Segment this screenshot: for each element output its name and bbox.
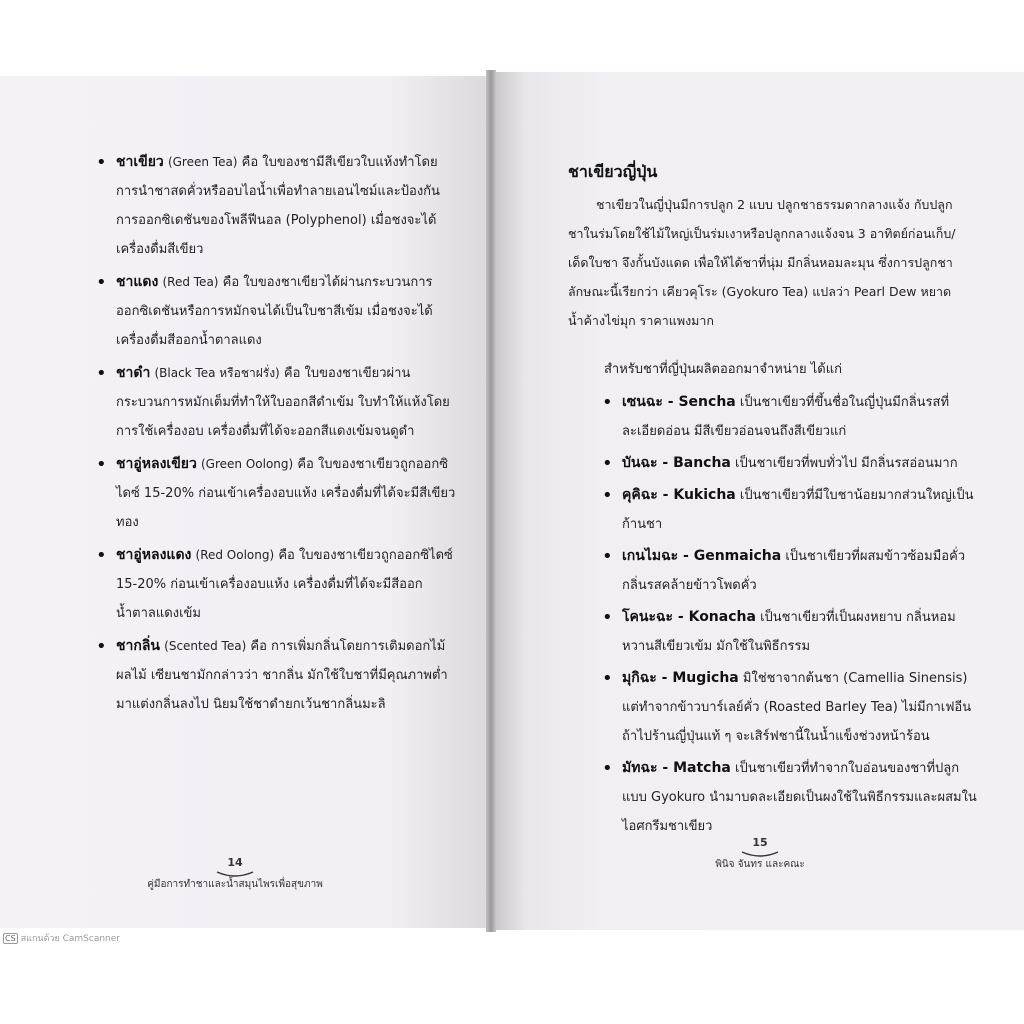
- bullet-icon: •: [96, 363, 107, 384]
- bullet-text: เป็นชาเขียวที่เป็นผงหยาบ กลิ่นหอมหวานสีเขียวเข้ม มักใช้ในพิธีกรรม: [622, 610, 956, 654]
- bullet-term: เกนไมฉะ - Genmaicha: [622, 548, 782, 564]
- swirl-ornament-icon: [740, 850, 780, 858]
- bullet-latin: (Red Oolong): [195, 548, 275, 562]
- bullet-latin: (Red Tea): [162, 275, 219, 289]
- bullet-term: ชาดำ: [116, 365, 151, 381]
- bullet-icon: •: [96, 636, 107, 657]
- left-bullet-list: [90, 148, 462, 723]
- list-item: [90, 632, 462, 719]
- bullet-text: เป็นชาเขียวที่ขึ้นชื่อในญี่ปุ่นมีกลิ่นรสที่ละเอียดอ่อน มีสีเขียวอ่อนจนถึงสีเขียวแก่: [622, 395, 950, 439]
- bullet-text: คือ ใบของชาเขียวได้ผ่านกระบวนการออกซิเดชันหรือการหมักจนได้เป็นใบชาสีเข้ม เมื่อชงจะได้เครื่องดื่มสีออกน้ำตาลแดง: [116, 275, 433, 348]
- scanner-watermark: [3, 931, 120, 945]
- section-heading: ชาเขียวญี่ปุ่น: [568, 162, 658, 181]
- swirl-ornament-icon: [215, 870, 255, 878]
- bullet-text: เป็นชาเขียวที่พบทั่วไป มีกลิ่นรสอ่อนมาก: [735, 456, 958, 471]
- bullet-text: คือ ใบของชาเขียวถูกออกซิไดซ์ 15-20% ก่อนเข้าเครื่องอบแห้ง เครื่องดื่มที่ได้จะมีสีเขียวทอง: [116, 457, 456, 530]
- list-item: [596, 542, 978, 600]
- bullet-icon: •: [602, 607, 613, 628]
- camscanner-logo-icon: CS: [5, 934, 16, 943]
- list-item: [90, 148, 462, 264]
- scanner-text: สแกนด้วย CamScanner: [20, 934, 120, 944]
- bullet-icon: •: [602, 453, 613, 474]
- list-item: [596, 481, 978, 539]
- bullet-term: บันฉะ - Bancha: [622, 455, 731, 471]
- bullet-term: ชากลิ่น: [116, 638, 160, 654]
- bullet-term: คุคิฉะ - Kukicha: [622, 487, 736, 503]
- bullet-term: เซนฉะ - Sencha: [622, 394, 736, 410]
- list-item: [596, 388, 978, 446]
- bullet-text: คือ ใบของชาเขียวผ่านกระบวนการหมักเต็มที่ทำให้ใบออกสีดำเข้ม ใบทำให้แห้งโดยการใช้เครื่องอบ เครื่องดื่มที่ได้จะออกสีแดงเข้มจนดูดำ: [116, 366, 450, 439]
- bullet-icon: •: [602, 485, 613, 506]
- list-item: [90, 541, 462, 628]
- bullet-text: เป็นชาเขียวที่ทำจากใบอ่อนของชาที่ปลูกแบบ Gyokuro นำมาบดละเอียดเป็นผงใช้ในพิธีกรรมและผสมในไอศกรีมชาเขียว: [622, 761, 977, 834]
- list-item: [90, 450, 462, 537]
- bullet-icon: •: [602, 758, 613, 779]
- book-title: คู่มือการทำชาและน้ำสมุนไพรเพื่อสุขภาพ: [147, 879, 323, 890]
- bullet-term: ชาแดง: [116, 274, 159, 290]
- bullet-icon: •: [96, 454, 107, 475]
- bullet-text: คือ ใบของชาเขียวถูกออกซิไดซ์ 15-20% ก่อนเข้าเครื่องอบแห้ง เครื่องดื่มที่ได้จะมีสีออกน้ำตาลแดงเข้ม: [116, 548, 453, 621]
- bullet-latin: (Green Oolong): [200, 457, 294, 471]
- bullet-icon: •: [96, 545, 107, 566]
- bullet-icon: •: [602, 546, 613, 567]
- bullet-term: ชาอู่หลงแดง: [116, 547, 192, 563]
- bullet-text: เป็นชาเขียวที่ผสมข้าวซ้อมมือคั่ว กลิ่นรสคล้ายข้าวโพดคั่ว: [622, 549, 966, 593]
- list-item: [596, 449, 978, 478]
- bullet-term: มัทฉะ - Matcha: [622, 760, 731, 776]
- bullet-term: ชาอู่หลงเขียว: [116, 456, 197, 472]
- bullet-latin: (Green Tea): [167, 155, 238, 169]
- bullet-icon: •: [602, 668, 613, 689]
- bullet-icon: •: [96, 272, 107, 293]
- bullet-term: ชาเขียว: [116, 154, 164, 170]
- page-number: 14: [227, 856, 243, 869]
- bullet-text: มิใช่ชาจากต้นชา (Camellia Sinensis) แต่ทำจากข้าวบาร์เลย์คั่ว (Roasted Barley Tea) ไม่มีกาเฟอีน ถ้าไปร้านญี่ปุ่นแท้ ๆ จะเสิร์ฟชานี้ในน้ำแข็งช่วงหน้าร้อน: [622, 671, 972, 744]
- left-page-footer: [110, 856, 360, 892]
- bullet-icon: •: [96, 152, 107, 173]
- intro-paragraph: ชาเขียวในญี่ปุ่นมีการปลูก 2 แบบ ปลูกชาธรรมดากลางแจ้ง กับปลูกชาในร่มโดยใช้ไม้ใหญ่เป็นร่มเงาหรือปลูกกลางแจ้งจน 3 อาทิตย์ก่อนเก็บ/เด็ดใบชา จึงกั้นบังแดด เพื่อให้ได้ชาที่นุ่ม มีกลิ่นหอมละมุน ซึ่งการปลูกชาลักษณะนี้เรียกว่า เคียวคุโระ (Gyokuro Tea) แปลว่า Pearl Dew หยาดน้ำค้างไข่มุก ราคาแพงมาก: [568, 197, 956, 328]
- bullet-text: คือ การเพิ่มกลิ่นโดยการเติมดอกไม้ ผลไม้ เซียนชามักกล่าวว่า ชากลิ่น มักใช้ใบชาที่มีคุณภาพต่ำมาแต่งกลิ่นลงไป นิยมใช้ชาดำยกเว้นชากลิ่นมะลิ: [116, 639, 448, 712]
- right-bullet-list: [596, 388, 978, 844]
- list-item: [90, 359, 462, 446]
- right-page-footer: [680, 836, 840, 872]
- bullet-term: โคนะฉะ - Konacha: [622, 609, 756, 625]
- list-item: [596, 754, 978, 841]
- bullet-latin: (Scented Tea): [164, 639, 247, 653]
- book-author: พินิจ จันทร และคณะ: [715, 859, 805, 870]
- list-item: [596, 664, 978, 751]
- list-item: [90, 268, 462, 355]
- page-number: 15: [752, 836, 768, 849]
- bullet-icon: •: [602, 392, 613, 413]
- bullet-text: คือ ใบของชามีสีเขียวใบแห้งทำโดยการนำชาสดคั่วหรืออบไอน้ำเพื่อทำลายเอนไซม์และป้องกันการออกซิเดชันของโพลีฟีนอล (Polyphenol) เมื่อชงจะได้เครื่องดื่มสีเขียว: [116, 155, 440, 257]
- bullet-term: มุกิฉะ - Mugicha: [622, 670, 739, 686]
- bullet-text: เป็นชาเขียวที่มีใบชาน้อยมากส่วนใหญ่เป็นก้านชา: [622, 488, 974, 532]
- bullet-latin: (Black Tea หรือชาฝรั่ง): [154, 366, 280, 380]
- book-gutter: [486, 70, 496, 932]
- list-item: [596, 603, 978, 661]
- list-intro: สำหรับชาที่ญี่ปุ่นผลิตออกมาจำหน่าย ได้แก่: [604, 362, 842, 377]
